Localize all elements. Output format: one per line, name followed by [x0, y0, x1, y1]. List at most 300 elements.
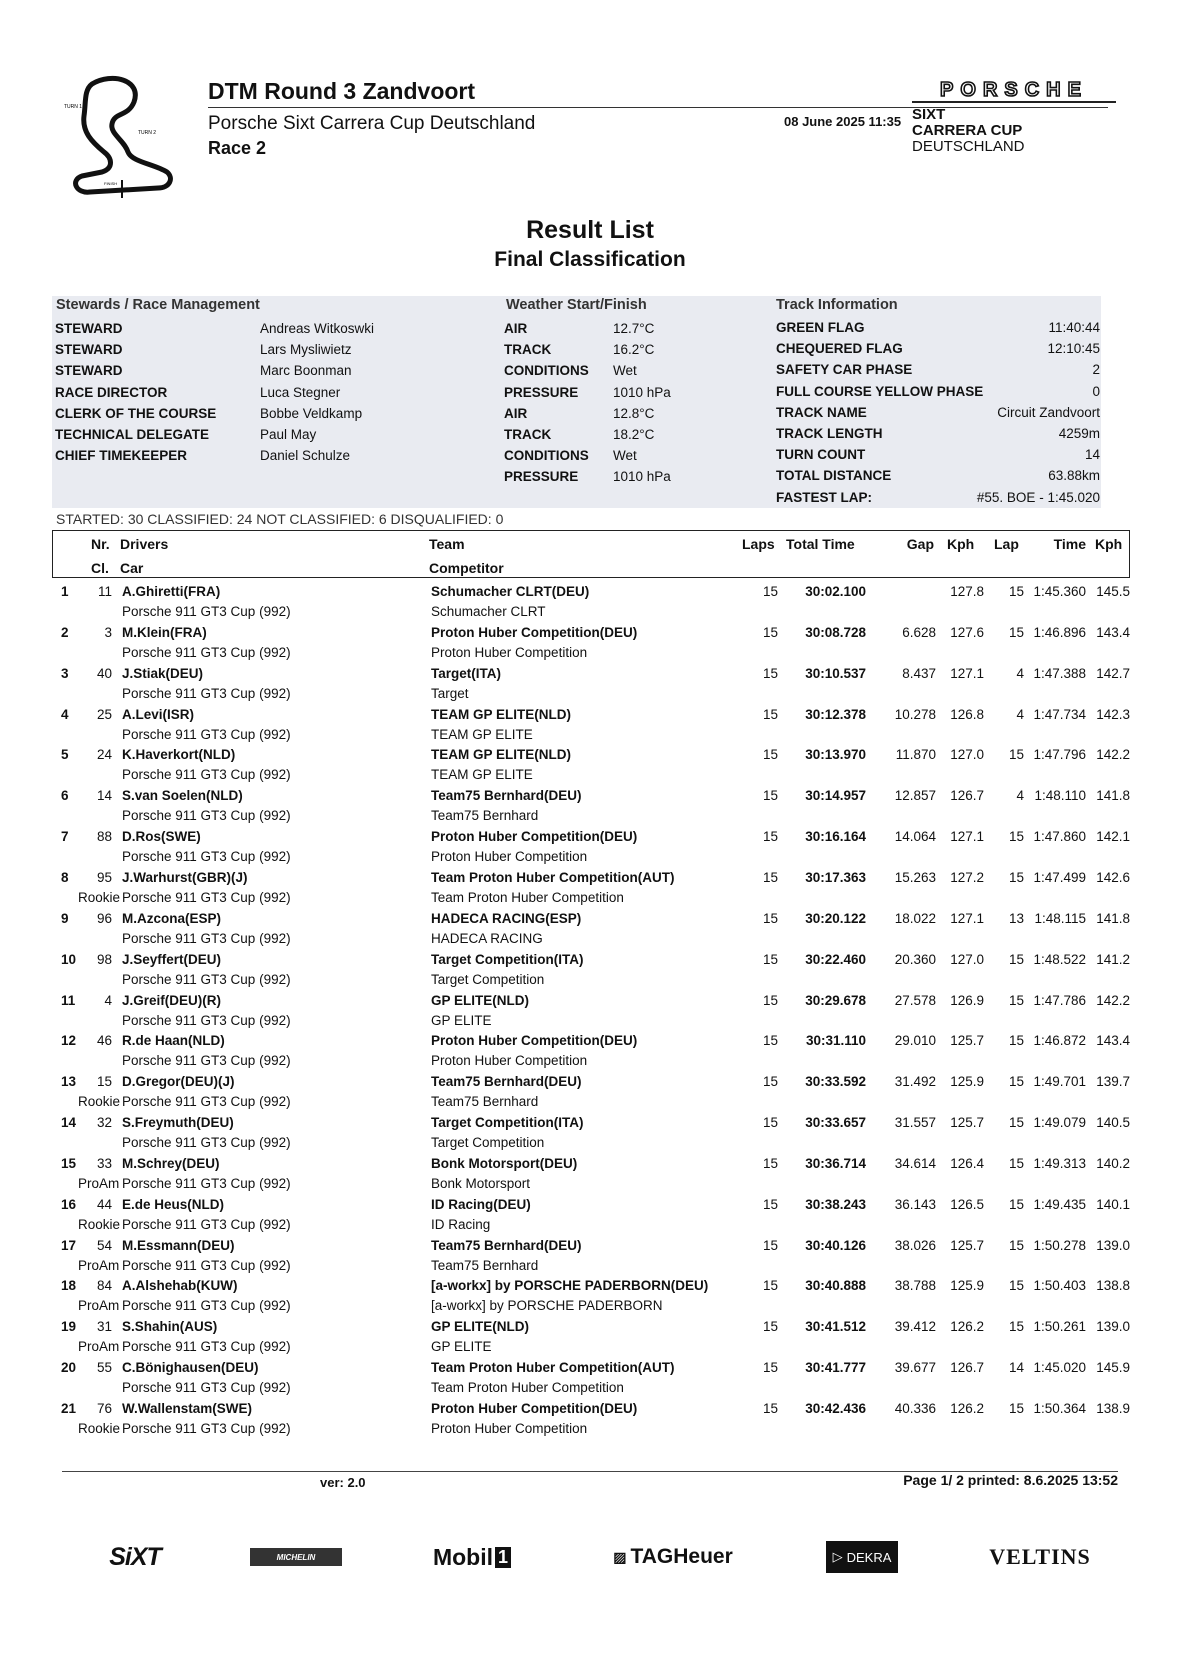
result-class: Rookie [78, 1094, 121, 1110]
result-avg-kph: 126.5 [950, 1196, 984, 1212]
dekra-text: DEKRA [846, 1549, 892, 1565]
result-gap: 6.628 [902, 624, 936, 640]
mobil-one-badge: 1 [495, 1547, 511, 1568]
result-gap: 34.614 [894, 1155, 936, 1171]
result-gap: 20.360 [894, 951, 936, 967]
track-info-value: Circuit Zandvoort [997, 404, 1100, 420]
result-competitor: Team75 Bernhard [431, 1257, 539, 1273]
result-driver: A.Ghiretti(FRA) [122, 584, 221, 599]
result-position: 11 [61, 992, 76, 1008]
result-car: Porsche 911 GT3 Cup (992) [122, 1421, 291, 1436]
result-team: GP ELITE(NLD) [431, 992, 530, 1008]
porsche-logo-underline [912, 101, 1116, 103]
track-info-section-title: Track Information [776, 297, 898, 313]
result-competitor: GP ELITE [431, 1339, 492, 1355]
steward-role: RACE DIRECTOR [55, 384, 168, 400]
result-best-lap-kph: 142.3 [1096, 706, 1130, 722]
result-laps: 15 [762, 1115, 778, 1131]
result-total-time: 30:13.970 [805, 747, 866, 763]
result-car: Porsche 911 GT3 Cup (992) [122, 1094, 291, 1110]
result-class: Rookie [78, 1216, 121, 1232]
result-gap: 12.857 [894, 788, 936, 804]
result-total-time: 30:33.592 [805, 1074, 866, 1090]
result-best-lap-kph: 139.0 [1096, 1237, 1130, 1253]
track-info-key: TURN COUNT [776, 447, 866, 463]
col-header-lap: Lap [994, 536, 1019, 552]
sponsor-michelin-logo: MICHELIN [250, 1548, 342, 1566]
sponsor-tagheuer-logo [605, 1540, 741, 1574]
col-header-drivers: Drivers [120, 536, 169, 552]
result-car-number: 95 [96, 869, 112, 885]
result-gap: 11.870 [895, 747, 936, 763]
result-position: 9 [61, 910, 69, 926]
result-best-lap-number: 15 [1008, 992, 1024, 1008]
result-team: TEAM GP ELITE(NLD) [431, 747, 571, 763]
steward-role: STEWARD [55, 342, 123, 358]
sponsor-veltins-logo: VELTINS [989, 1544, 1091, 1569]
result-total-time: 30:22.460 [805, 951, 866, 967]
race-name: Race 2 [208, 138, 267, 158]
page-info: Page 1/ 2 printed: 8.6.2025 13:52 [903, 1472, 1118, 1488]
result-best-lap-time: 1:45.020 [1033, 1360, 1086, 1376]
result-best-lap-number: 15 [1008, 584, 1024, 599]
series-name: Porsche Sixt Carrera Cup Deutschland [208, 113, 536, 134]
result-driver: S.van Soelen(NLD) [122, 788, 243, 804]
track-info-key: TRACK LENGTH [776, 426, 883, 441]
result-position: 7 [61, 829, 69, 845]
result-team: Team Proton Huber Competition(AUT) [431, 1360, 675, 1376]
track-info-key: FULL COURSE YELLOW PHASE [776, 383, 984, 399]
result-gap: 40.336 [894, 1401, 936, 1416]
col-header-best-time: Time [1053, 536, 1086, 552]
result-laps: 15 [762, 747, 778, 763]
track-map-label-turn2: TURN 2 [138, 130, 157, 136]
result-team: Proton Huber Competition(DEU) [431, 624, 638, 640]
result-best-lap-number: 15 [1008, 747, 1024, 763]
result-avg-kph: 127.0 [950, 951, 984, 967]
result-team: Target Competition(ITA) [431, 1115, 584, 1131]
result-competitor: Target Competition [431, 1135, 545, 1151]
track-info-value: #55. BOE - 1:45.020 [976, 489, 1100, 505]
document-subtitle: Final Classification [494, 248, 686, 271]
result-gap: 8.437 [902, 665, 936, 681]
result-total-time: 30:33.657 [805, 1115, 866, 1131]
result-team: Proton Huber Competition(DEU) [431, 829, 638, 845]
result-best-lap-number: 15 [1008, 1196, 1024, 1212]
event-title: DTM Round 3 Zandvoort [208, 78, 476, 104]
result-car-number: 24 [96, 747, 112, 763]
result-best-lap-kph: 138.9 [1096, 1401, 1130, 1416]
result-competitor: TEAM GP ELITE [431, 726, 533, 742]
col-header-nr: Nr. [91, 536, 110, 552]
track-info-value: 0 [1092, 383, 1100, 399]
result-total-time: 30:14.957 [805, 788, 866, 804]
result-driver: D.Ros(SWE) [122, 829, 201, 845]
result-competitor: Proton Huber Competition [431, 1053, 588, 1069]
result-driver: J.Seyffert(DEU) [122, 951, 222, 967]
result-best-lap-kph: 141.8 [1096, 788, 1130, 804]
result-best-lap-time: 1:47.796 [1033, 747, 1086, 763]
result-total-time: 30:36.714 [805, 1155, 866, 1171]
result-best-lap-number: 15 [1008, 1155, 1024, 1171]
result-best-lap-kph: 142.1 [1096, 829, 1130, 845]
result-position: 18 [61, 1278, 77, 1294]
result-class: ProAm [78, 1175, 120, 1191]
result-position: 13 [61, 1074, 77, 1090]
result-driver: A.Alshehab(KUW) [122, 1278, 238, 1294]
result-total-time: 30:20.122 [805, 910, 866, 926]
steward-name: Andreas Witkoswki [260, 321, 375, 336]
result-best-lap-time: 1:47.388 [1033, 665, 1086, 681]
result-best-lap-kph: 143.4 [1096, 624, 1130, 640]
sponsor-sixt-logo: SiXT [109, 1542, 161, 1571]
result-car: Porsche 911 GT3 Cup (992) [122, 604, 291, 619]
result-class: ProAm [78, 1257, 120, 1273]
result-car-number: 3 [104, 624, 112, 640]
result-competitor: [a-workx] by PORSCHE PADERBORN [431, 1298, 663, 1314]
steward-name: Lars Mysliwietz [260, 342, 352, 358]
result-avg-kph: 126.9 [950, 992, 984, 1008]
result-best-lap-time: 1:50.278 [1033, 1237, 1086, 1253]
col-header-cl: Cl. [91, 560, 109, 576]
result-car-number: 46 [96, 1033, 112, 1049]
result-best-lap-kph: 141.8 [1096, 910, 1130, 926]
steward-role: STEWARD [55, 321, 123, 336]
result-team: TEAM GP ELITE(NLD) [431, 706, 571, 722]
track-info-key: CHEQUERED FLAG [776, 341, 903, 357]
result-best-lap-time: 1:49.079 [1033, 1115, 1086, 1131]
result-car-number: 54 [96, 1237, 112, 1253]
result-laps: 15 [762, 1033, 778, 1049]
weather-key: PRESSURE [504, 469, 579, 485]
result-total-time: 30:31.110 [805, 1033, 866, 1049]
result-competitor: Proton Huber Competition [431, 1421, 588, 1436]
result-position: 6 [61, 788, 69, 804]
result-car: Porsche 911 GT3 Cup (992) [122, 1216, 291, 1232]
result-position: 16 [61, 1196, 77, 1212]
result-avg-kph: 127.8 [950, 584, 984, 599]
result-total-time: 30:29.678 [805, 992, 866, 1008]
result-best-lap-number: 15 [1008, 1033, 1024, 1049]
result-gap: 31.557 [894, 1115, 936, 1131]
result-best-lap-kph: 140.5 [1096, 1115, 1130, 1131]
result-best-lap-time: 1:49.313 [1033, 1155, 1086, 1171]
track-info-value: 4259m [1058, 426, 1100, 441]
result-driver: J.Stiak(DEU) [122, 665, 204, 681]
result-position: 3 [61, 665, 69, 681]
sponsor-mobil1-logo [425, 1540, 519, 1574]
col-header-team: Team [429, 536, 465, 552]
result-avg-kph: 127.2 [950, 869, 984, 885]
weather-key: AIR [504, 405, 528, 421]
result-avg-kph: 126.2 [950, 1401, 984, 1416]
result-car: Porsche 911 GT3 Cup (992) [122, 1380, 291, 1396]
result-position: 20 [61, 1360, 77, 1376]
result-gap: 38.026 [894, 1237, 936, 1253]
result-team: Target(ITA) [431, 665, 501, 681]
result-total-time: 30:02.100 [805, 584, 866, 599]
result-best-lap-time: 1:46.896 [1033, 624, 1086, 640]
weather-key: AIR [504, 321, 528, 336]
weather-key: CONDITIONS [504, 363, 589, 379]
result-position: 1 [61, 584, 69, 599]
result-best-lap-kph: 140.1 [1096, 1196, 1130, 1212]
result-avg-kph: 125.7 [950, 1237, 984, 1253]
result-best-lap-number: 15 [1008, 1278, 1024, 1294]
result-best-lap-time: 1:47.734 [1033, 706, 1086, 722]
result-best-lap-time: 1:49.701 [1033, 1074, 1086, 1090]
result-car-number: 44 [96, 1196, 112, 1212]
result-best-lap-number: 14 [1008, 1360, 1024, 1376]
steward-name: Paul May [260, 427, 317, 442]
steward-role: STEWARD [55, 363, 123, 379]
result-best-lap-number: 15 [1008, 1074, 1024, 1090]
track-info-value: 11:40:44 [1048, 320, 1100, 335]
result-best-lap-number: 15 [1008, 1237, 1024, 1253]
col-header-total-time: Total Time [786, 536, 855, 552]
result-gap: 15.263 [894, 869, 936, 885]
result-best-lap-time: 1:46.872 [1033, 1033, 1086, 1049]
steward-name: Daniel Schulze [260, 448, 351, 464]
result-car: Porsche 911 GT3 Cup (992) [122, 889, 291, 905]
track-info-key: TOTAL DISTANCE [776, 468, 892, 484]
result-best-lap-time: 1:49.435 [1033, 1196, 1086, 1212]
result-avg-kph: 126.7 [950, 1360, 984, 1376]
result-position: 21 [61, 1401, 77, 1416]
result-best-lap-time: 1:48.115 [1034, 910, 1086, 926]
result-best-lap-time: 1:47.499 [1033, 869, 1086, 885]
result-car-number: 98 [96, 951, 112, 967]
result-best-lap-time: 1:50.261 [1033, 1319, 1086, 1335]
result-best-lap-kph: 141.2 [1096, 951, 1130, 967]
result-team: HADECA RACING(ESP) [431, 910, 582, 926]
result-best-lap-time: 1:45.360 [1033, 584, 1086, 599]
result-car: Porsche 911 GT3 Cup (992) [122, 1053, 291, 1069]
stewards-section-title: Stewards / Race Management [56, 297, 260, 313]
result-best-lap-kph: 142.6 [1096, 869, 1130, 885]
result-avg-kph: 127.1 [950, 829, 984, 845]
col-header-gap: Gap [906, 536, 934, 552]
result-total-time: 30:08.728 [805, 624, 866, 640]
steward-role: CLERK OF THE COURSE [55, 405, 217, 421]
mobil-text: Mobil [432, 1543, 494, 1570]
result-car-number: 32 [96, 1115, 112, 1131]
track-info-key: GREEN FLAG [776, 320, 865, 335]
result-car-number: 15 [96, 1074, 112, 1090]
result-best-lap-kph: 140.2 [1096, 1155, 1130, 1171]
weather-value: 12.8°C [613, 405, 655, 421]
result-driver: M.Essmann(DEU) [122, 1237, 235, 1253]
result-laps: 15 [762, 788, 778, 804]
result-car-number: 55 [96, 1360, 112, 1376]
result-laps: 15 [762, 1360, 778, 1376]
result-gap: 39.412 [894, 1319, 936, 1335]
result-laps: 15 [762, 992, 778, 1008]
result-team: Target Competition(ITA) [431, 951, 584, 967]
weather-value: 1010 hPa [613, 384, 671, 400]
result-gap: 38.788 [894, 1278, 936, 1294]
result-avg-kph: 127.1 [950, 910, 984, 926]
weather-value: Wet [613, 448, 637, 464]
result-avg-kph: 125.7 [950, 1033, 984, 1049]
track-map-label-finish: FINISH [104, 181, 118, 186]
result-driver: D.Gregor(DEU)(J) [122, 1074, 235, 1090]
result-total-time: 30:41.777 [805, 1360, 866, 1376]
weather-key: CONDITIONS [504, 448, 589, 464]
carrera-cup-logo [912, 107, 1025, 155]
result-driver: K.Haverkort(NLD) [122, 747, 236, 763]
result-laps: 15 [762, 829, 778, 845]
result-best-lap-number: 15 [1008, 951, 1024, 967]
result-car-number: 40 [96, 665, 112, 681]
track-info-value: 63.88km [1048, 468, 1100, 484]
result-best-lap-number: 15 [1008, 1401, 1024, 1416]
result-avg-kph: 125.7 [950, 1115, 984, 1131]
result-laps: 15 [762, 1074, 778, 1090]
weather-value: Wet [613, 363, 637, 379]
result-competitor: Schumacher CLRT [431, 604, 546, 619]
result-gap: 31.492 [894, 1074, 936, 1090]
result-position: 5 [61, 747, 69, 763]
result-laps: 15 [762, 665, 778, 681]
steward-name: Bobbe Veldkamp [260, 405, 363, 421]
result-best-lap-kph: 142.2 [1096, 992, 1130, 1008]
result-best-lap-time: 1:47.860 [1033, 829, 1086, 845]
result-total-time: 30:40.888 [805, 1278, 866, 1294]
result-laps: 15 [762, 584, 778, 599]
document-title: Result List [526, 216, 654, 244]
result-car-number: 33 [96, 1155, 112, 1171]
result-best-lap-kph: 138.8 [1096, 1278, 1130, 1294]
result-laps: 15 [762, 1278, 778, 1294]
result-team: GP ELITE(NLD) [431, 1319, 530, 1335]
result-laps: 15 [762, 1237, 778, 1253]
result-car: Porsche 911 GT3 Cup (992) [122, 808, 291, 824]
result-total-time: 30:12.378 [805, 706, 866, 722]
result-team: Team75 Bernhard(DEU) [431, 1074, 582, 1090]
result-laps: 15 [762, 1196, 778, 1212]
result-best-lap-number: 13 [1008, 910, 1024, 926]
result-avg-kph: 125.9 [950, 1278, 984, 1294]
result-driver: M.Azcona(ESP) [122, 910, 222, 926]
result-competitor: GP ELITE [431, 1012, 492, 1028]
result-position: 12 [61, 1033, 77, 1049]
result-best-lap-number: 15 [1008, 829, 1024, 845]
result-driver: S.Freymuth(DEU) [122, 1115, 234, 1131]
result-laps: 15 [762, 951, 778, 967]
result-best-lap-number: 4 [1016, 788, 1024, 804]
result-driver: S.Shahin(AUS) [122, 1319, 218, 1335]
result-car: Porsche 911 GT3 Cup (992) [122, 1339, 291, 1355]
col-header-laps: Laps [742, 536, 775, 552]
result-laps: 15 [762, 1401, 778, 1416]
result-competitor: ID Racing [431, 1216, 491, 1232]
result-best-lap-time: 1:48.522 [1033, 951, 1086, 967]
result-gap: 10.278 [894, 706, 936, 722]
result-driver: A.Levi(ISR) [122, 706, 195, 722]
weather-key: PRESSURE [504, 384, 579, 400]
result-gap: 39.677 [894, 1360, 936, 1376]
result-avg-kph: 127.1 [950, 665, 984, 681]
weather-value: 16.2°C [613, 342, 655, 358]
result-competitor: Team75 Bernhard [431, 808, 539, 824]
result-best-lap-kph: 142.7 [1096, 665, 1130, 681]
result-laps: 15 [762, 624, 778, 640]
classification-summary: STARTED: 30 CLASSIFIED: 24 NOT CLASSIFIED: 6 DISQUALIFIED: 0 [56, 511, 504, 527]
track-info-value: 2 [1092, 362, 1100, 378]
col-header-competitor: Competitor [429, 560, 504, 576]
track-info-key: TRACK NAME [776, 404, 867, 420]
result-competitor: Target [431, 685, 469, 701]
result-car-number: 76 [96, 1401, 112, 1416]
result-laps: 15 [762, 1319, 778, 1335]
result-driver: E.de Heus(NLD) [122, 1196, 225, 1212]
result-team: Team75 Bernhard(DEU) [431, 788, 582, 804]
result-competitor: Team75 Bernhard [431, 1094, 539, 1110]
track-info-key: SAFETY CAR PHASE [776, 362, 913, 378]
report-datetime: 08 June 2025 11:35 [784, 114, 902, 129]
result-laps: 15 [762, 706, 778, 722]
result-car: Porsche 911 GT3 Cup (992) [122, 1298, 291, 1314]
result-team: ID Racing(DEU) [431, 1196, 531, 1212]
result-avg-kph: 127.0 [950, 747, 984, 763]
result-car-number: 84 [96, 1278, 112, 1294]
result-driver: M.Schrey(DEU) [122, 1155, 220, 1171]
result-best-lap-kph: 145.9 [1096, 1360, 1130, 1376]
result-competitor: Team Proton Huber Competition [431, 889, 624, 905]
result-car: Porsche 911 GT3 Cup (992) [122, 930, 291, 946]
steward-name: Luca Stegner [260, 384, 341, 400]
result-avg-kph: 126.8 [950, 706, 984, 722]
result-total-time: 30:40.126 [805, 1237, 866, 1253]
track-info-value: 12:10:45 [1047, 341, 1100, 357]
col-header-car: Car [120, 560, 144, 576]
result-car-number: 4 [104, 992, 112, 1008]
result-team: Proton Huber Competition(DEU) [431, 1401, 638, 1416]
result-total-time: 30:17.363 [805, 869, 866, 885]
result-gap: 18.022 [894, 910, 936, 926]
result-car-number: 31 [96, 1319, 112, 1335]
result-best-lap-kph: 139.0 [1096, 1319, 1130, 1335]
weather-value: 12.7°C [613, 321, 655, 336]
weather-section-title: Weather Start/Finish [506, 297, 647, 313]
tagheuer-text: TAGHeuer [630, 1545, 733, 1568]
result-gap: 27.578 [894, 992, 936, 1008]
result-team: Team75 Bernhard(DEU) [431, 1237, 582, 1253]
result-car-number: 96 [96, 910, 112, 926]
result-driver: J.Warhurst(GBR)(J) [122, 869, 248, 885]
version-label: ver: 2.0 [320, 1475, 366, 1490]
result-car: Porsche 911 GT3 Cup (992) [122, 1012, 291, 1028]
result-competitor: Proton Huber Competition [431, 849, 588, 865]
result-gap: 14.064 [894, 829, 936, 845]
result-position: 10 [61, 951, 77, 967]
result-team: Bonk Motorsport(DEU) [431, 1155, 578, 1171]
sponsor-dekra-logo [826, 1541, 898, 1573]
result-car: Porsche 911 GT3 Cup (992) [122, 1175, 291, 1191]
result-gap: 29.010 [894, 1033, 936, 1049]
weather-value: 18.2°C [613, 427, 655, 442]
track-map-label-turn1: TURN 1 [64, 104, 83, 110]
result-total-time: 30:38.243 [805, 1196, 866, 1212]
col-header-best-kph: Kph [1095, 536, 1123, 552]
result-class: Rookie [78, 889, 121, 905]
result-gap: 36.143 [894, 1196, 936, 1212]
result-team: Proton Huber Competition(DEU) [431, 1033, 638, 1049]
result-avg-kph: 127.6 [950, 624, 984, 640]
result-position: 19 [61, 1319, 77, 1335]
result-best-lap-time: 1:48.110 [1034, 788, 1086, 804]
